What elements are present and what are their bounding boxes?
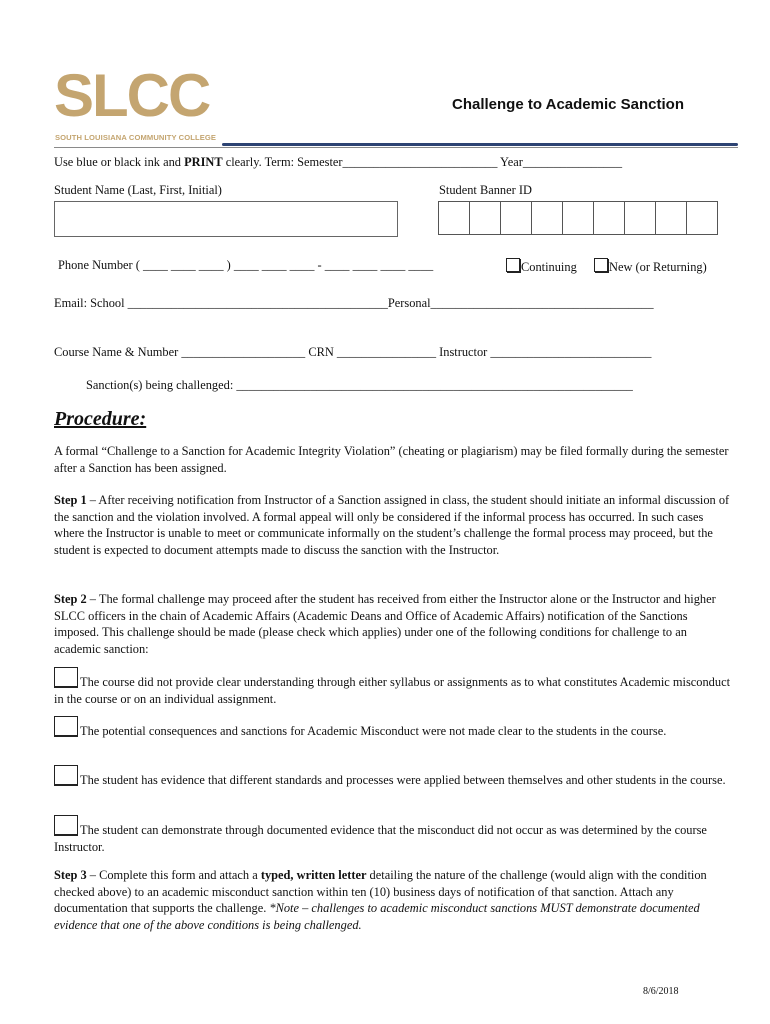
condition-2 [54,716,730,740]
step-3 [54,867,730,933]
course-info-field[interactable]: Course Name & Number ____________________ CRN ________________ Instructor __________________________ [54,345,652,359]
banner-id-cell[interactable] [531,201,563,235]
banner-id-field[interactable] [439,201,718,235]
header-divider [222,143,738,146]
condition-checkbox[interactable] [54,667,78,688]
procedure-heading: Procedure: [54,408,147,430]
continuing-checkbox[interactable] [506,258,520,272]
condition-4 [54,815,730,855]
step-3-text: – Complete this form and attach a [86,868,261,882]
step-3-label: Step 3 [54,868,87,882]
step-2 [54,591,730,657]
banner-id-cell[interactable] [438,201,470,235]
condition-text: The potential consequences and sanctions for Academic Misconduct were not made clear to the students in the course. [80,724,667,738]
student-name-label: Student Name (Last, First, Initial) [54,183,222,197]
new-returning-option[interactable] [594,258,707,275]
banner-id-label: Student Banner ID [439,183,532,197]
condition-checkbox[interactable] [54,815,78,836]
term-year-field[interactable]: clearly. Term: Semester_________________________ Year________________ [222,155,623,169]
banner-id-cell[interactable] [562,201,594,235]
header-divider-grey [54,147,738,148]
continuing-option[interactable] [506,258,577,275]
condition-1 [54,667,730,707]
form-title: Challenge to Academic Sanction [452,96,684,113]
typed-letter-emphasis: typed, written letter [260,868,367,882]
banner-id-cell[interactable] [655,201,687,235]
condition-text: The student can demonstrate through documented evidence that the misconduct did not occur as was determined by the course Instructor. [54,823,707,854]
banner-id-cell[interactable] [686,201,718,235]
new-returning-label: New (or Returning) [609,260,707,274]
condition-text: The course did not provide clear understanding through either syllabus or assignments as to what constitutes Academic misconduct in the course or on an individual assignment. [54,675,731,706]
procedure-intro: A formal “Challenge to a Sanction for Academic Integrity Violation” (cheating or plagiarism) may be filed formally during the semester after a Sanction has been assigned. [54,444,729,475]
ink-instruction: Use blue or black ink and [54,155,185,169]
continuing-label: Continuing [521,260,577,274]
condition-checkbox[interactable] [54,716,78,737]
slcc-logo: SLCC [54,62,210,129]
step-1-text: – After receiving notification from Instructor of a Sanction assigned in class, the student should initiate an informal discussion of the sanction and the violation involved. A formal appeal will only be considered if the informal process has occurred. In such cases where the Instructor is unable to meet or communicate informally on the student’s challenge the formal process may proceed, but the student is expected to document attempts made to discuss the sanction with the Instructor. [54,493,730,557]
condition-checkbox[interactable] [54,765,78,786]
banner-id-cell[interactable] [500,201,532,235]
condition-3 [54,765,730,789]
revision-date: 8/6/2018 [643,986,679,997]
step-1 [54,492,730,558]
step-3-note: *Note – challenges to academic misconduct sanctions MUST demonstrate documented evidence that one of the above conditions is being challenged. [54,901,700,932]
ink-term-line [54,155,622,170]
new-returning-checkbox[interactable] [594,258,608,272]
student-name-field[interactable] [54,201,398,237]
step-2-label: Step 2 [54,592,87,606]
banner-id-cell[interactable] [624,201,656,235]
email-field[interactable]: Email: School __________________________________________Personal____________________________________ [54,296,654,310]
sanctions-field[interactable]: Sanction(s) being challenged: ________________________________________________________________ [86,378,633,392]
step-1-label: Step 1 [54,493,87,507]
banner-id-cell[interactable] [593,201,625,235]
phone-field[interactable]: Phone Number ( ____ ____ ____ ) ____ ____ ____ - ____ ____ ____ ____ [58,258,434,272]
banner-id-cell[interactable] [469,201,501,235]
print-emphasis: PRINT [184,155,223,169]
college-name: SOUTH LOUISIANA COMMUNITY COLLEGE [55,133,217,142]
step-3-text-cont: detailing the nature of the challenge (would align with the condition checked above) to an academic misconduct sanction within ten (10) business days of notification of that sanction. Attach any documentation that supports the challenge. [54,868,707,915]
condition-text: The student has evidence that different standards and processes were applied between themselves and other students in the course. [80,773,726,787]
step-2-text: – The formal challenge may proceed after the student has received from either the Instructor alone or the Instructor and higher SLCC officers in the chain of Academic Affairs (Academic Deans and Office of Academic Affairs) notification of the Sanctions imposed. This challenge should be made (please check which applies) under one of the following conditions for challenge to an academic sanction: [54,592,716,656]
